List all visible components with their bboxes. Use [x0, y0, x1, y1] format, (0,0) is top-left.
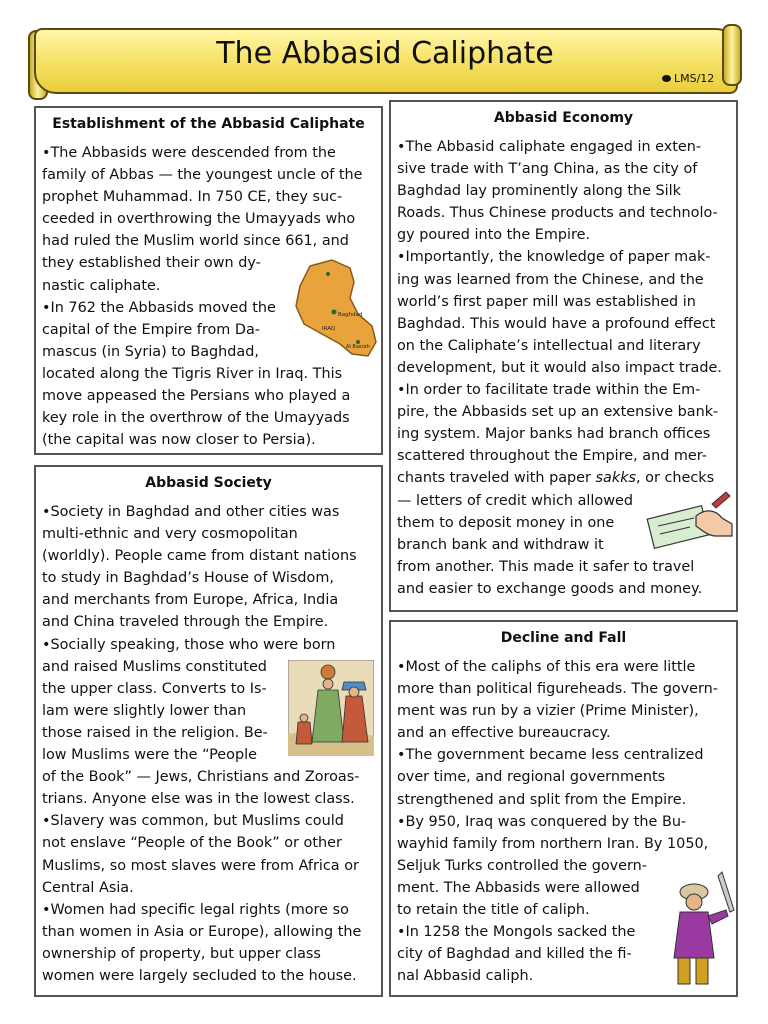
- lms-tag: [662, 72, 714, 85]
- economy-emph-word: sakks: [595, 470, 637, 487]
- page-title: The Abbasid Caliphate: [216, 36, 554, 71]
- economy-body-part2: , or checks — letters of credit which allowed them to deposit money in one branch bank and withdraw it from another. This made it safer to travel and easier to exchange goods and money.: [397, 470, 715, 597]
- lms-tag-label: LMS/12: [674, 72, 715, 85]
- society-heading: Abbasid Society: [145, 475, 272, 491]
- map-label-basrah: Al Basrah: [346, 344, 370, 350]
- mongol-warrior-icon: [660, 870, 738, 990]
- economy-body-part1: •The Abbasid caliphate engaged in exten- sive trade with T’ang China, as the city of Baghdad lay prominently along the Silk Roads. Thus Chinese products and technolo- gy poured into the Empire. •Importantly, the knowledge of paper mak- ing was learned from the Chinese, and the world’s first paper mill was established in Baghdad. This would have a profound effect on the Caliphate’s intellectual and literary development, but it would also impact trade. •In order to facilitate trade within the Em- pire, the Abbasids set up an extensive bank- ing system. Major banks had branch offices scattered throughout the Empire, and mer- chants traveled with paper: [397, 139, 722, 487]
- decline-heading: Decline and Fall: [500, 630, 627, 646]
- establishment-heading: Establishment of the Abbasid Caliphate: [52, 116, 365, 132]
- map-label-iraq: IRAQ: [322, 326, 336, 332]
- check-in-hand-icon: [646, 490, 734, 552]
- decline-body: •Most of the caliphs of this era were little more than political figureheads. The govern- ment was run by a vizier (Prime Minister), and an effective bureaucracy. •The government became less centralized over time, and regional governments strengthened and split from the Empire. •By 950, Iraq was conquered by the Bu- wayhid family from northern Iran. By 1050, Seljuk Turks controlled the govern- ment. The Abbasids were allowed to retain the title of caliph. •In 1258 the Mongols sacked the city of Baghdad and killed the fi- nal Abbasid caliph.: [397, 659, 718, 985]
- travelers-illustration-icon: [288, 660, 374, 756]
- establishment-body: •The Abbasids were descended from the family of Abbas — the youngest uncle of the prophet Muhammad. In 750 CE, they suc- ceeded in overthrowing the Umayyads who had ruled the Muslim world since 661, and they established their own dy- nastic caliphate. •In 762 the Abbasids moved the capital of the Empire from Da- mascus (in Syria) to Baghdad, located along the Tigris River in Iraq. This move appeased the Persians who played a key role in the overthrow of the Umayyads (the capital was now closer to Persia).: [42, 145, 363, 449]
- bug-icon: [662, 75, 671, 82]
- iraq-map-icon: [292, 258, 378, 362]
- society-body: •Society in Baghdad and other cities was multi-ethnic and very cosmopolitan (worldly). People came from distant nations to study in Baghdad’s House of Wisdom, and merchants from Europe, Africa, India and China traveled through the Empire. •Socially speaking, those who were born and raised Muslims constituted the upper class. Converts to Is- lam were slightly lower than those raised in the religion. Be- low Muslims were the “People of the Book” — Jews, Christians and Zoroas- trians. Anyone else was in the lowest class. •Slavery was common, but Muslims could not enslave “People of the Book” or other Muslims, so most slaves were from Africa or Central Asia. •Women had specific legal rights (more so than women in Asia or Europe), allowing the ownership of property, but upper class women were largely secluded to the house.: [42, 504, 362, 984]
- map-label-baghdad: Baghdad: [338, 312, 363, 318]
- economy-heading: Abbasid Economy: [493, 110, 634, 126]
